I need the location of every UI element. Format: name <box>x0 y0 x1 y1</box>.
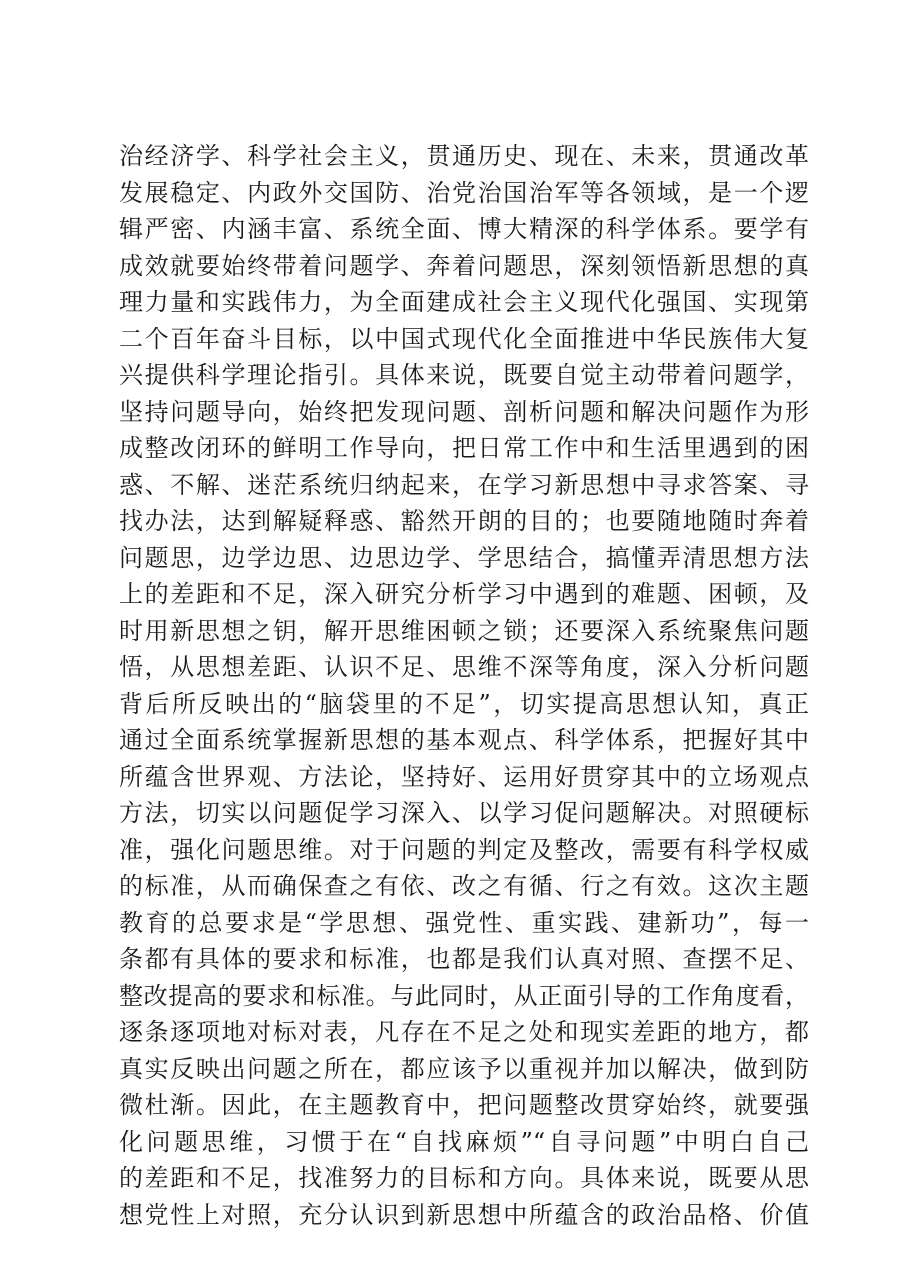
text-line: 通过全面系统掌握新思想的基本观点、科学体系，把握好其中 <box>119 726 809 754</box>
text-line: 的差距和不足，找准努力的目标和方向。具体来说，既要从思 <box>119 1164 809 1192</box>
text-line: 准，强化问题思维。对于问题的判定及整改，需要有科学权威 <box>119 835 809 864</box>
text-line: 辑严密、内涵丰富、系统全面、博大精深的科学体系。要学有 <box>119 215 809 243</box>
text-line: 时用新思想之钥，解开思维困顿之锁；还要深入系统聚焦问题 <box>119 616 809 645</box>
text-line: 所蕴含世界观、方法论，坚持好、运用好贯穿其中的立场观点 <box>119 762 809 791</box>
text-line: 整改提高的要求和标准。与此同时，从正面引导的工作角度看， <box>119 981 809 1010</box>
text-line: 坚持问题导向，始终把发现问题、剖析问题和解决问题作为形 <box>119 397 809 426</box>
text-line: 背后所反映出的“脑袋里的不足”，切实提高思想认知，真正 <box>119 689 809 718</box>
text-line: 惑、不解、迷茫系统归纳起来，在学习新思想中寻求答案、寻 <box>119 470 809 499</box>
text-line: 找办法，达到解疑释惑、豁然开朗的目的；也要随地随时奔着 <box>119 507 809 535</box>
text-line: 兴提供科学理论指引。具体来说，既要自觉主动带着问题学， <box>119 361 809 389</box>
text-line: 想党性上对照，充分认识到新思想中所蕴含的政治品格、价值 <box>119 1200 809 1229</box>
text-line: 发展稳定、内政外交国防、治党治国治军等各领域，是一个逻 <box>119 178 809 207</box>
text-line: 方法，切实以问题促学习深入、以学习促问题解决。对照硬标 <box>119 799 809 827</box>
text-line: 条都有具体的要求和标准，也都是我们认真对照、查摆不足、 <box>119 945 809 973</box>
text-line: 悟，从思想差距、认识不足、思维不深等角度，深入分析问题 <box>119 653 809 681</box>
text-line: 逐条逐项地对标对表，凡存在不足之处和现实差距的地方，都 <box>119 1018 809 1046</box>
text-line: 化问题思维，习惯于在“自找麻烦”“自寻问题”中明白自己 <box>119 1127 809 1156</box>
text-line: 理力量和实践伟力，为全面建成社会主义现代化强国、实现第 <box>119 288 809 316</box>
text-line: 问题思，边学边思、边思边学、学思结合，搞懂弄清思想方法 <box>119 543 809 572</box>
text-line: 治经济学、科学社会主义，贯通历史、现在、未来，贯通改革 <box>119 142 809 170</box>
text-line: 二个百年奋斗目标，以中国式现代化全面推进中华民族伟大复 <box>119 324 809 353</box>
text-line: 成效就要始终带着问题学、奔着问题思，深刻领悟新思想的真 <box>119 251 809 280</box>
text-line: 上的差距和不足，深入研究分析学习中遇到的难题、困顿，及 <box>119 580 809 608</box>
text-line: 微杜渐。因此，在主题教育中，把问题整改贯穿始终，就要强 <box>119 1091 809 1119</box>
body-text <box>119 138 809 1233</box>
text-line: 真实反映出问题之所在，都应该予以重视并加以解决，做到防 <box>119 1054 809 1083</box>
text-line: 的标准，从而确保查之有依、改之有循、行之有效。这次主题 <box>119 872 809 900</box>
text-line: 成整改闭环的鲜明工作导向，把日常工作中和生活里遇到的困 <box>119 434 809 462</box>
text-line: 教育的总要求是“学思想、强党性、重实践、建新功”，每一 <box>119 908 809 937</box>
